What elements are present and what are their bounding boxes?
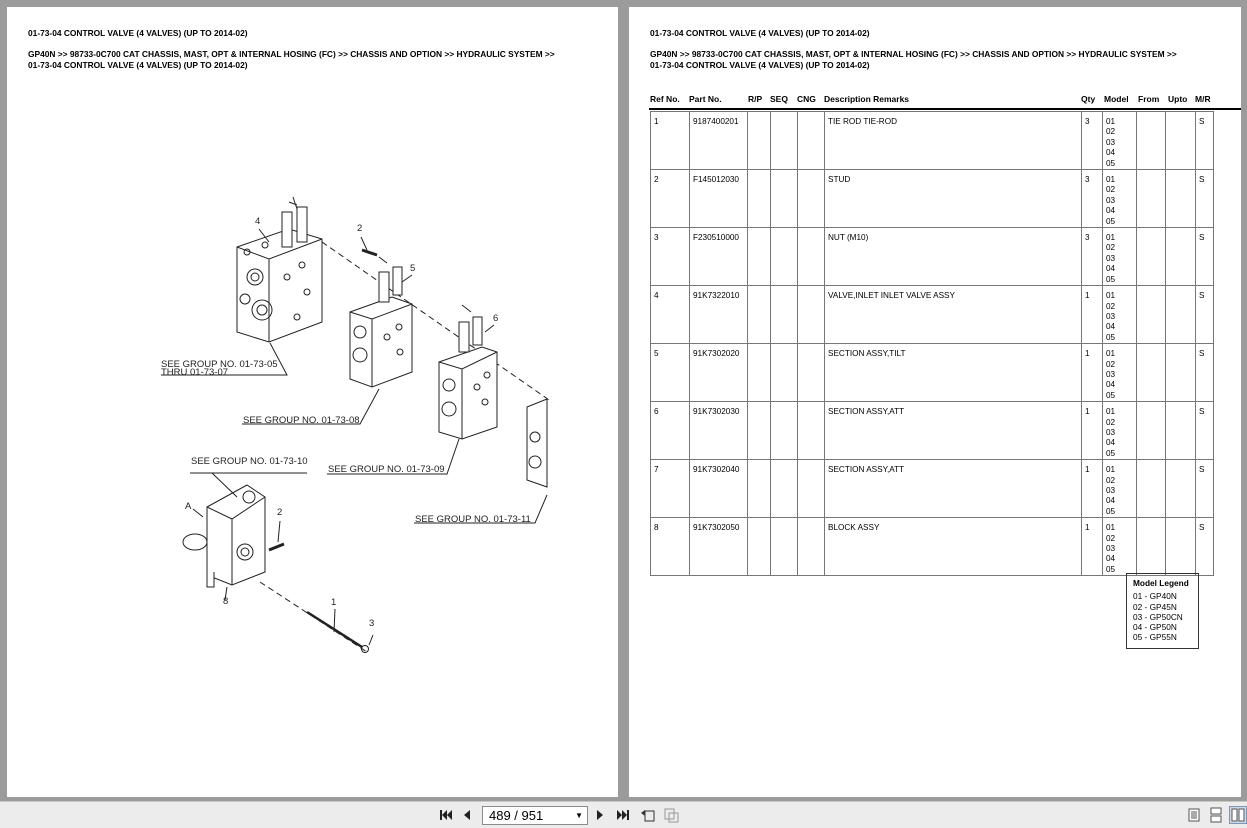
legend-item-01: 01 - GP40N [1133,591,1177,602]
page-title: 01-73-04 CONTROL VALVE (4 VALVES) (UP TO 2014-02) [28,28,248,38]
group-ref-01-73-10: SEE GROUP NO. 01-73-10 [191,456,308,467]
mr-cell: S [1196,170,1214,228]
model-code: 01 [1106,233,1116,243]
model-code: 03 [1106,195,1116,205]
breadcrumb-line-2: 01-73-04 CONTROL VALVE (4 VALVES) (UP TO 2014-02) [28,59,248,70]
col-model: Model [1104,94,1129,104]
model-code: 03 [1106,137,1116,147]
model-code: 03 [1106,311,1116,321]
model-code: 04 [1106,322,1116,332]
cng-cell [798,518,825,576]
table-row [651,518,1214,576]
two-page-icon [1231,808,1245,822]
previous-page-button[interactable] [458,806,476,824]
qty-cell: 1 [1082,286,1103,344]
model-code: 03 [1106,486,1116,495]
group-ref-01-73-08: SEE GROUP NO. 01-73-08 [243,415,360,426]
part-no-cell: F145012030 [690,170,748,228]
col-rp: R/P [748,94,763,104]
callout-2-lower: 2 [277,507,283,518]
qty-cell: 1 [1082,344,1103,402]
page-indicator: 489 / 951 [489,808,544,823]
ref-no-cell: 3 [651,228,690,286]
callout-6: 6 [493,313,499,324]
rp-cell [748,344,771,402]
model-code: 05 [1106,390,1116,400]
model-cell [1103,112,1137,170]
model-code: 05 [1106,158,1116,168]
from-cell [1137,402,1166,460]
table-row [651,286,1214,344]
model-code: 01 [1106,175,1116,185]
group-ref-thru-01-73-07: THRU 01-73-07 [161,367,229,378]
upto-cell [1166,344,1196,402]
qty-cell: 3 [1082,170,1103,228]
model-cell [1103,170,1137,228]
seq-cell [771,402,798,460]
from-cell [1137,286,1166,344]
last-page-button[interactable] [614,806,632,824]
mr-cell: S [1196,228,1214,286]
col-description: Description Remarks [824,94,910,104]
go-forward-view-button[interactable] [662,806,680,824]
model-code: 03 [1106,544,1116,554]
mr-cell: S [1196,112,1214,170]
mr-cell: S [1196,518,1214,576]
col-mr: M/R [1195,94,1211,104]
col-part-no: Part No. [689,94,722,104]
seq-cell [771,170,798,228]
upto-cell [1166,170,1196,228]
table-row [651,112,1214,170]
qty-cell: 1 [1082,518,1103,576]
cng-cell [798,170,825,228]
from-cell [1137,460,1166,518]
cng-cell [798,112,825,170]
model-code: 04 [1106,496,1116,506]
table-row [651,344,1214,402]
model-code: 01 [1106,117,1116,126]
model-cell [1103,518,1137,576]
mr-cell: S [1196,460,1214,518]
ref-no-cell: 5 [651,344,690,402]
rp-cell [748,460,771,518]
page-number-input[interactable] [482,806,588,825]
seq-cell [771,228,798,286]
table-row [651,170,1214,228]
seq-cell [771,518,798,576]
forward-view-icon [663,807,679,823]
description-cell: TIE ROD TIE-ROD [825,112,1082,170]
part-no-cell: 91K7302050 [690,518,748,576]
from-cell [1137,344,1166,402]
col-qty: Qty [1081,94,1096,104]
description-cell: NUT (M10) [825,228,1082,286]
model-code: 01 [1106,291,1116,301]
table-row [651,460,1214,518]
breadcrumb-line-2: 01-73-04 CONTROL VALVE (4 VALVES) (UP TO 2014-02) [650,59,870,70]
tilt-section-drawing [350,257,412,387]
cng-cell [798,286,825,344]
from-cell [1137,228,1166,286]
model-code: 02 [1106,243,1116,253]
description-cell: SECTION ASSY,ATT [825,402,1082,460]
continuous-view-button[interactable] [1207,806,1225,824]
mr-cell: S [1196,344,1214,402]
model-code: 01 [1106,523,1116,533]
mr-cell: S [1196,286,1214,344]
table-row [651,228,1214,286]
seq-cell [771,286,798,344]
part-no-cell: 91K7302030 [690,402,748,460]
first-page-button[interactable] [437,806,455,824]
mr-cell: S [1196,402,1214,460]
model-cell [1103,286,1137,344]
ref-no-cell: 8 [651,518,690,576]
description-cell: STUD [825,170,1082,228]
part-no-cell: 91K7302020 [690,344,748,402]
callout-1: 1 [331,597,337,608]
qty-cell: 1 [1082,460,1103,518]
model-cell [1103,460,1137,518]
seq-cell [771,344,798,402]
qty-cell: 3 [1082,228,1103,286]
model-code: 02 [1106,533,1116,543]
col-ref-no: Ref No. [650,94,680,104]
cng-cell [798,228,825,286]
model-code: 05 [1106,216,1116,226]
model-cell [1103,228,1137,286]
callout-5: 5 [410,263,416,274]
two-page-view-button[interactable] [1229,806,1247,824]
breadcrumb-right [650,49,1240,70]
rp-cell [748,518,771,576]
right-page [629,7,1241,797]
model-cell [1103,402,1137,460]
left-page [7,7,618,797]
col-from: From [1138,94,1160,104]
model-code: 05 [1106,448,1116,458]
from-cell [1137,112,1166,170]
breadcrumb-line-1: GP40N >> 98733-0C700 CAT CHASSIS, MAST, OPT & INTERNAL HOSING (FC) >> CHASSIS AND OPTION >> HYDRAULIC SYSTEM >> [650,49,1177,59]
next-page-button[interactable] [591,806,609,824]
model-code: 05 [1106,564,1116,574]
ref-no-cell: 1 [651,112,690,170]
upto-cell [1166,286,1196,344]
rp-cell [748,170,771,228]
table-row [651,402,1214,460]
ref-no-cell: 7 [651,460,690,518]
cng-cell [798,460,825,518]
part-no-cell: 91K7322010 [690,286,748,344]
col-seq: SEQ [770,94,788,104]
rp-cell [748,402,771,460]
group-ref-01-73-09: SEE GROUP NO. 01-73-09 [328,464,445,475]
header-divider [649,108,1241,110]
upto-cell [1166,112,1196,170]
next-page-icon [595,809,605,821]
last-page-icon [616,809,630,821]
model-code: 02 [1106,417,1116,427]
qty-cell: 1 [1082,402,1103,460]
callout-8: 8 [223,596,229,607]
back-view-icon [640,807,656,823]
inlet-valve-drawing [237,197,322,342]
cng-cell [798,402,825,460]
model-code: 02 [1106,185,1116,195]
legend-item-04: 04 - GP50N [1133,622,1177,633]
ref-no-cell: 6 [651,402,690,460]
col-upto: Upto [1168,94,1188,104]
legend-item-03: 03 - GP50CN [1133,611,1183,622]
callout-3: 3 [369,618,375,629]
description-cell: VALVE,INLET INLET VALVE ASSY [825,286,1082,344]
model-legend [1126,573,1199,649]
callout-a: A [185,501,192,512]
upto-cell [1166,402,1196,460]
model-code: 04 [1106,438,1116,448]
description-cell: SECTION ASSY,ATT [825,460,1082,518]
model-code: 01 [1106,349,1116,359]
att-section-drawing [439,305,497,439]
col-cng: CNG [797,94,816,104]
previous-page-icon [462,809,472,821]
rp-cell [748,286,771,344]
callout-4: 4 [255,216,261,227]
model-code: 04 [1106,554,1116,564]
model-code: 03 [1106,253,1116,263]
description-cell: BLOCK ASSY [825,518,1082,576]
page-title-right: 01-73-04 CONTROL VALVE (4 VALVES) (UP TO 2014-02) [650,28,870,38]
ref-no-cell: 4 [651,286,690,344]
legend-item-05: 05 - GP55N [1133,632,1177,643]
upto-cell [1166,228,1196,286]
model-code: 02 [1106,127,1116,137]
upto-cell [1166,460,1196,518]
model-code: 04 [1106,148,1116,158]
go-back-view-button[interactable] [639,806,657,824]
callout-2-top: 2 [357,223,363,234]
cng-cell [798,344,825,402]
model-code: 02 [1106,301,1116,311]
model-code: 04 [1106,206,1116,216]
rp-cell [748,112,771,170]
breadcrumb-line-1: GP40N >> 98733-0C700 CAT CHASSIS, MAST, OPT & INTERNAL HOSING (FC) >> CHASSIS AND OPTION >> HYDRAULIC SYSTEM >> [28,49,555,59]
from-cell [1137,518,1166,576]
qty-cell: 3 [1082,112,1103,170]
first-page-icon [439,809,453,821]
upto-cell [1166,518,1196,576]
model-code: 02 [1106,359,1116,369]
model-code: 05 [1106,274,1116,284]
seq-cell [771,460,798,518]
seq-cell [771,112,798,170]
viewer-toolbar [0,801,1247,828]
page-dropdown-icon[interactable]: ▼ [575,811,583,820]
single-page-icon [1188,808,1200,822]
ref-no-cell: 2 [651,170,690,228]
legend-item-02: 02 - GP45N [1133,601,1177,612]
model-code: 03 [1106,369,1116,379]
model-code: 04 [1106,380,1116,390]
continuous-page-icon [1210,807,1222,823]
group-ref-01-73-05: SEE GROUP NO. 01-73-05 [161,359,278,370]
att-section-2-drawing [527,399,547,487]
model-code: 03 [1106,427,1116,437]
rp-cell [748,228,771,286]
description-cell: SECTION ASSY,TILT [825,344,1082,402]
model-cell [1103,344,1137,402]
model-code: 01 [1106,407,1116,417]
model-legend-title: Model Legend [1133,578,1189,588]
part-no-cell: F230510000 [690,228,748,286]
group-ref-01-73-11: SEE GROUP NO. 01-73-11 [415,514,531,525]
single-page-view-button[interactable] [1185,806,1203,824]
exploded-view-diagram [7,7,618,797]
model-code: 05 [1106,506,1116,516]
model-code: 02 [1106,475,1116,485]
parts-table [650,111,1214,576]
model-code: 01 [1106,465,1116,475]
model-code: 05 [1106,332,1116,342]
from-cell [1137,170,1166,228]
model-code: 04 [1106,264,1116,274]
block-assy-drawing [183,485,265,587]
part-no-cell: 9187400201 [690,112,748,170]
part-no-cell: 91K7302040 [690,460,748,518]
